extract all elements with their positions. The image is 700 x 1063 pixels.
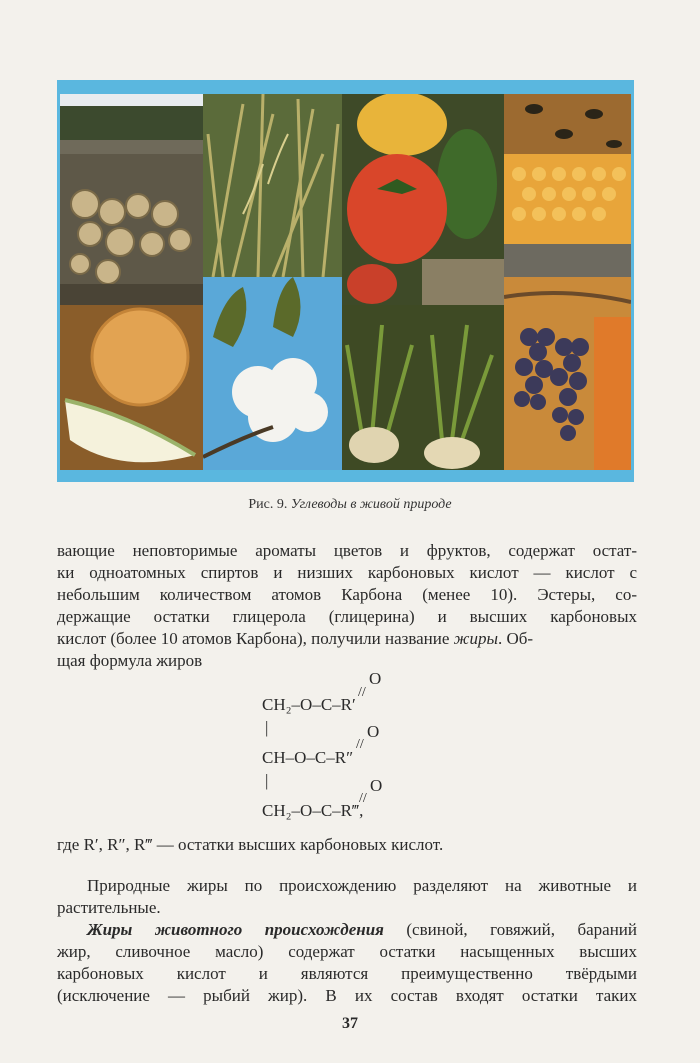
formula-row-1: CH₂–O–C–R′ [262,695,356,714]
formula-row-2: CH–O–C–R″ [262,748,354,767]
logs-photo [60,94,203,305]
vertical-bond-1: | [265,718,269,737]
melon-photo [60,305,203,470]
term-animal-fats: Жиры животного происхождения [87,920,384,939]
text-line: небольшим количеством атомов Карбона (менее 10). Эстеры, со- [57,585,637,604]
bees-honeycomb-photo [504,94,631,277]
oxygen-1: O [369,669,382,688]
double-bond-1: // [358,685,366,700]
term-fats: жиры [453,629,498,648]
sugar-beet-photo [342,305,504,470]
oxygen-2: O [367,722,380,741]
text-line: Жиры животного происхождения (свиной, говяжий, бараний [87,920,637,939]
grain-stalks-photo [203,94,342,277]
text-line: растительные. [57,898,161,917]
text-line: (исключение — рыбий жир). В их состав входят остатки таких [57,986,637,1005]
page-number: 37 [342,1015,358,1032]
text-line: ки одноатомных спиртов и низших карбоновых кислот — кислот с [57,563,637,582]
text-line: держащие остатки глицерола (глицерина) и высших карбоновых [57,607,637,626]
carbohydrates-figure [57,80,634,482]
double-bond-3: // [359,791,367,806]
double-bond-2: // [356,737,364,752]
paragraph-classification [57,875,637,919]
cotton-photo [203,277,342,470]
tomato-pepper-photo [342,94,504,305]
vertical-bond-2: | [265,771,269,790]
paragraph-esters [57,540,637,672]
text-line: жир, сливочное масло) содержат остатки насыщенных высших [57,942,637,961]
formula-legend [57,834,637,856]
text-line: где R′, R″, R‴ — остатки высших карбоновых кислот. [57,835,444,854]
caption-title: Углеводы в живой природе [290,497,452,512]
grapes-photo [504,277,631,470]
text-line: Природные жиры по происхождению разделяют на животные и [87,876,637,895]
formula-row-3: CH₂–O–C–R‴, [262,801,364,820]
oxygen-3: O [370,776,383,795]
figure-caption [0,497,700,513]
caption-prefix: Рис. 9. [248,497,288,512]
text-line: карбоновых кислот и являются преимущественно твёрдыми [57,964,637,983]
text-line: щая формула жиров [57,651,203,670]
text-line: кислот (более 10 атомов Карбона), получили название жиры. Об- [57,629,534,648]
text-line: вающие неповторимые ароматы цветов и фруктов, содержат остат- [57,541,637,560]
paragraph-animal-fats [57,919,637,1007]
